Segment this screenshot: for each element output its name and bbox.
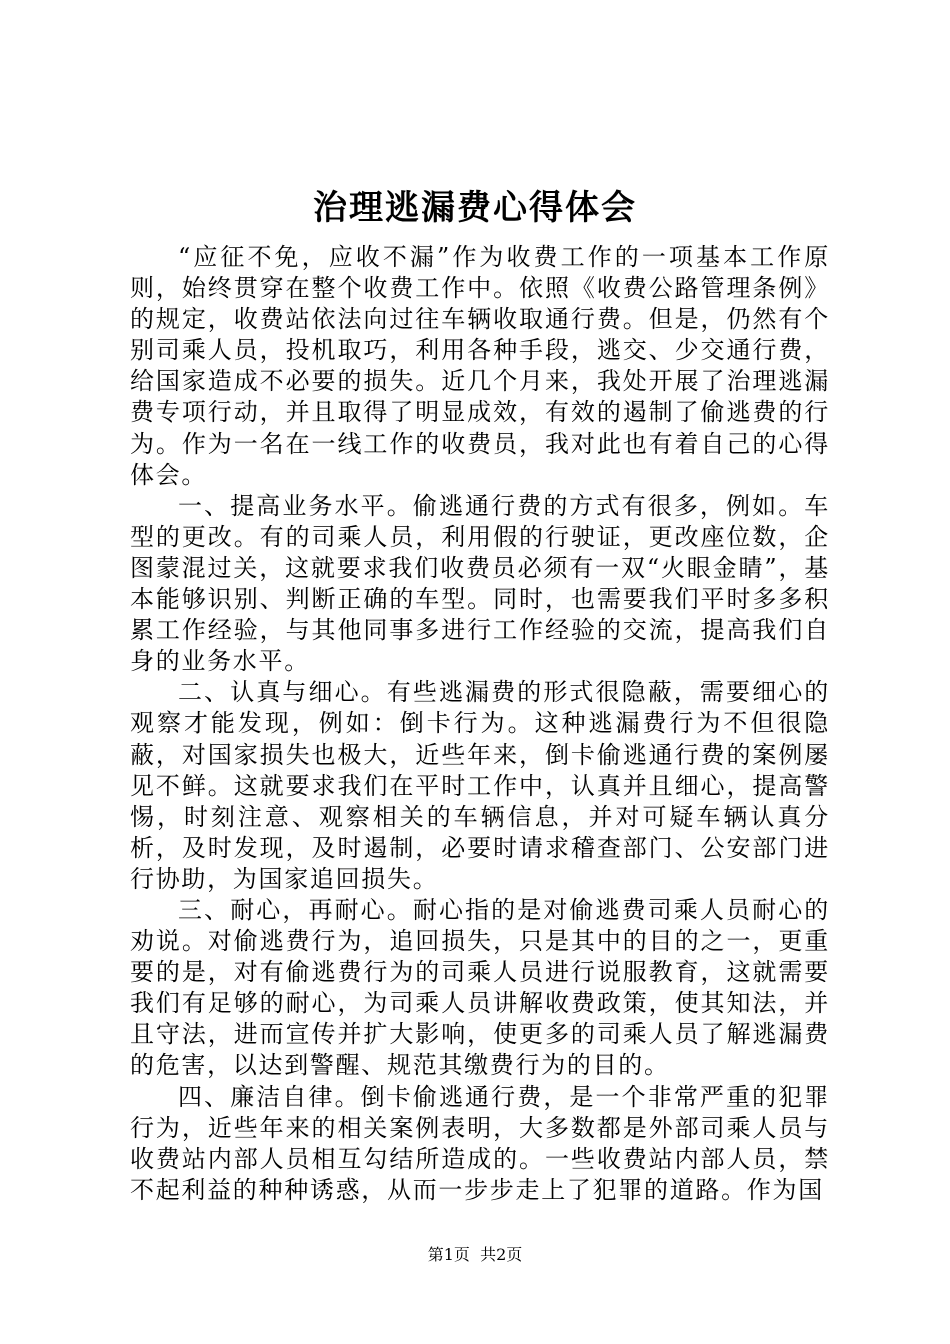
page-footer	[0, 1245, 950, 1265]
footer-separator	[470, 1245, 480, 1264]
page-number: 第1页	[427, 1245, 470, 1264]
page-total: 共2页	[480, 1245, 523, 1264]
paragraph-section-3: 三、耐心，再耐心。耐心指的是对偷逃费司乘人员耐心的劝说。对偷逃费行为，追回损失，只是其中的目的之一，更重要的是，对有偷逃费行为的司乘人员进行说服教育，这就需要我们有足够的耐心，为司乘人员讲解收费政策，使其知法，并且守法，进而宣传并扩大影响，使更多的司乘人员了解逃漏费的危害，以达到警醒、规范其缴费行为的目的。	[130, 895, 830, 1080]
document-body	[130, 242, 830, 1206]
paragraph-section-4: 四、廉洁自律。倒卡偷逃通行费，是一个非常严重的犯罪行为，近些年来的相关案例表明，大多数都是外部司乘人员与收费站内部人员相互勾结所造成的。一些收费站内部人员，禁不起利益的种种诱惑，从而一步步走上了犯罪的道路。作为国	[130, 1082, 830, 1204]
document-title: 治理逃漏费心得体会	[313, 188, 637, 228]
paragraph-section-2: 二、认真与细心。有些逃漏费的形式很隐蔽，需要细心的观察才能发现，例如：倒卡行为。这种逃漏费行为不但很隐蔽，对国家损失也极大，近些年来，倒卡偷逃通行费的案例屡见不鲜。这就要求我们在平时工作中，认真并且细心，提高警惕，时刻注意、观察相关的车辆信息，并对可疑车辆认真分析，及时发现，及时遏制，必要时请求稽查部门、公安部门进行协助，为国家追回损失。	[130, 678, 830, 893]
paragraph-intro: “应征不免，应收不漏”作为收费工作的一项基本工作原则，始终贯穿在整个收费工作中。依照《收费公路管理条例》的规定，收费站依法向过往车辆收取通行费。但是，仍然有个别司乘人员，投机取巧，利用各种手段，逃交、少交通行费，给国家造成不必要的损失。近几个月来，我处开展了治理逃漏费专项行动，并且取得了明显成效，有效的遏制了偷逃费的行为。作为一名在一线工作的收费员，我对此也有着自己的心得体会。	[130, 243, 830, 489]
paragraph-section-1: 一、提高业务水平。偷逃通行费的方式有很多，例如。车型的更改。有的司乘人员，利用假的行驶证，更改座位数，企图蒙混过关，这就要求我们收费员必须有一双“火眼金睛”，基本能够识别、判断正确的车型。同时，也需要我们平时多多积累工作经验，与其他同事多进行工作经验的交流，提高我们自身的业务水平。	[130, 491, 830, 676]
